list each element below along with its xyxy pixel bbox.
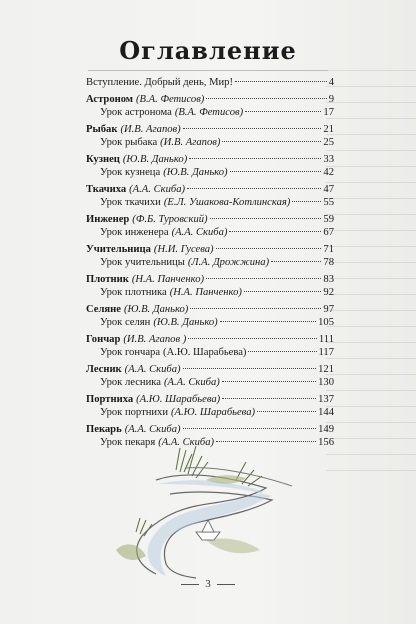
toc-page-number: 105: [318, 317, 334, 328]
dot-leader: [190, 308, 321, 309]
dot-leader: [230, 171, 322, 172]
dot-leader: [245, 111, 321, 112]
toc-page-number: 47: [323, 184, 334, 195]
dot-leader: [222, 381, 316, 382]
toc-lesson-title: Урок рыбака: [100, 137, 158, 148]
toc-author: (В.А. Фетисов): [174, 107, 244, 118]
toc-page-number: 117: [318, 347, 334, 358]
toc-lesson-row: [86, 166, 334, 179]
dot-leader: [210, 218, 322, 219]
toc-row: [86, 333, 334, 346]
toc-page-number: 21: [323, 124, 334, 135]
toc-section-label: Учительница: [86, 244, 151, 255]
dot-leader: [222, 141, 321, 142]
toc-page-number: 156: [318, 437, 334, 448]
toc-author: (Е.Л. Ушакова-Котлинская): [163, 197, 291, 208]
dot-leader: [235, 81, 327, 82]
toc-section-label: Пекарь: [86, 424, 122, 435]
dot-leader: [271, 261, 321, 262]
toc-section-label: Рыбак: [86, 124, 118, 135]
dot-leader: [187, 188, 321, 189]
title-divider: [88, 70, 328, 71]
toc-page-number: 137: [318, 394, 334, 405]
toc-lesson-title: Урок плотника: [100, 287, 167, 298]
toc-page-number: 9: [328, 94, 334, 105]
toc-section-label: Ткачиха: [86, 184, 127, 195]
toc-lesson-row: [86, 286, 334, 299]
toc-author: (А.Ю. Шарабьева): [163, 347, 247, 358]
dot-leader: [183, 428, 317, 429]
toc-author: (В.А. Фетисов): [136, 94, 205, 105]
toc-lesson-title: Урок учительницы: [100, 257, 185, 268]
toc-author: (Ю.В. Данько): [163, 167, 228, 178]
toc-author: (Н.А. Панченко): [131, 274, 205, 285]
toc-page-number: 71: [323, 244, 334, 255]
toc-lesson-row: [86, 316, 334, 329]
toc-lesson-row: [86, 136, 334, 149]
toc-page-number: 97: [323, 304, 334, 315]
toc-row: [86, 243, 334, 256]
toc-row: [86, 76, 334, 89]
toc-row: [86, 213, 334, 226]
toc-author: (Н.А. Панченко): [169, 287, 242, 298]
toc-lesson-row: [86, 196, 334, 209]
toc-page-number: 55: [323, 197, 334, 208]
table-of-contents: [86, 76, 334, 449]
toc-section-label: Лесник: [86, 364, 122, 375]
toc-page-number: 4: [328, 77, 334, 88]
toc-author: (Ф.Б. Туровский): [132, 214, 208, 225]
toc-page-number: 130: [318, 377, 334, 388]
toc-page-number: 59: [323, 214, 334, 225]
toc-author: (А.А. Скиба): [129, 184, 186, 195]
toc-lesson-title: Урок лесника: [100, 377, 161, 388]
toc-row: [86, 93, 334, 106]
toc-author: (А.А. Скиба): [163, 377, 220, 388]
toc-page-number: 92: [323, 287, 334, 298]
dot-leader: [183, 128, 322, 129]
toc-lesson-title: Урок ткачихи: [100, 197, 161, 208]
toc-lesson-title: Урок инженера: [100, 227, 169, 238]
bleed-through-text: [326, 60, 416, 480]
toc-page-number: 42: [323, 167, 334, 178]
dot-leader: [257, 411, 316, 412]
toc-row: [86, 273, 334, 286]
toc-section-label: Кузнец: [86, 154, 120, 165]
toc-entry-title: Вступление. Добрый день, Мир!: [86, 77, 233, 88]
toc-page-number: 78: [323, 257, 334, 268]
toc-section-label: Гончар: [86, 334, 121, 345]
dot-leader: [222, 398, 316, 399]
toc-lesson-title: Урок гончара: [100, 347, 161, 358]
toc-page-number: 67: [323, 227, 334, 238]
toc-section-label: Инженер: [86, 214, 130, 225]
dot-leader: [292, 201, 321, 202]
toc-page-number: 33: [323, 154, 334, 165]
toc-author: (А.А. Скиба): [171, 227, 228, 238]
toc-page-number: 111: [318, 334, 334, 345]
toc-lesson-row: [86, 256, 334, 269]
toc-page-number: 17: [323, 107, 334, 118]
dot-leader: [206, 98, 326, 99]
toc-lesson-row: [86, 106, 334, 119]
page-number: 3: [0, 578, 416, 590]
toc-page-number: 25: [323, 137, 334, 148]
toc-author: (А.А. Скиба): [124, 364, 181, 375]
toc-lesson-title: Урок пекаря: [100, 437, 156, 448]
toc-author: (Ю.В. Данько): [153, 317, 218, 328]
toc-page-number: 144: [318, 407, 334, 418]
toc-author: (И.В. Агапов): [120, 124, 181, 135]
toc-section-label: Плотник: [86, 274, 129, 285]
toc-section-label: Астроном: [86, 94, 134, 105]
toc-row: [86, 123, 334, 136]
toc-lesson-title: Урок астронома: [100, 107, 172, 118]
toc-author: (Ю.В. Данько): [123, 304, 189, 315]
toc-row: [86, 423, 334, 436]
toc-author: (Л.А. Дрожжина): [187, 257, 270, 268]
toc-lesson-row: [86, 406, 334, 419]
toc-author: (А.А. Скиба): [158, 437, 215, 448]
dot-leader: [229, 231, 321, 232]
toc-author: (А.А. Скиба): [124, 424, 181, 435]
dot-leader: [189, 158, 321, 159]
dot-leader: [220, 321, 316, 322]
toc-section-label: Селяне: [86, 304, 121, 315]
toc-page-number: 149: [318, 424, 334, 435]
toc-page-number: 83: [323, 274, 334, 285]
dot-leader: [216, 248, 322, 249]
toc-lesson-row: [86, 346, 334, 359]
page-title: Оглавление: [119, 36, 297, 65]
dot-leader: [206, 278, 321, 279]
toc-lesson-title: Урок портнихи: [100, 407, 169, 418]
toc-author: (А.Ю. Шарабьева): [171, 407, 256, 418]
toc-author: (А.Ю. Шарабьева): [136, 394, 221, 405]
toc-lesson-row: [86, 376, 334, 389]
toc-row: [86, 393, 334, 406]
toc-lesson-title: Урок кузнеца: [100, 167, 161, 178]
toc-section-label: Портниха: [86, 394, 134, 405]
toc-author: (Ю.В. Данько): [122, 154, 188, 165]
river-boat-illustration: [96, 440, 296, 580]
toc-row: [86, 303, 334, 316]
toc-author: (Н.И. Гусева): [153, 244, 214, 255]
dot-leader: [244, 291, 321, 292]
dot-leader: [248, 351, 316, 352]
toc-lesson-title: Урок селян: [100, 317, 151, 328]
toc-row: [86, 183, 334, 196]
toc-lesson-row: [86, 226, 334, 239]
toc-page-number: 121: [318, 364, 334, 375]
dot-leader: [183, 368, 317, 369]
toc-row: [86, 153, 334, 166]
toc-row: [86, 363, 334, 376]
toc-author: (И.В. Агапов ): [123, 334, 187, 345]
toc-author: (И.В. Агапов): [160, 137, 221, 148]
dot-leader: [188, 338, 317, 339]
